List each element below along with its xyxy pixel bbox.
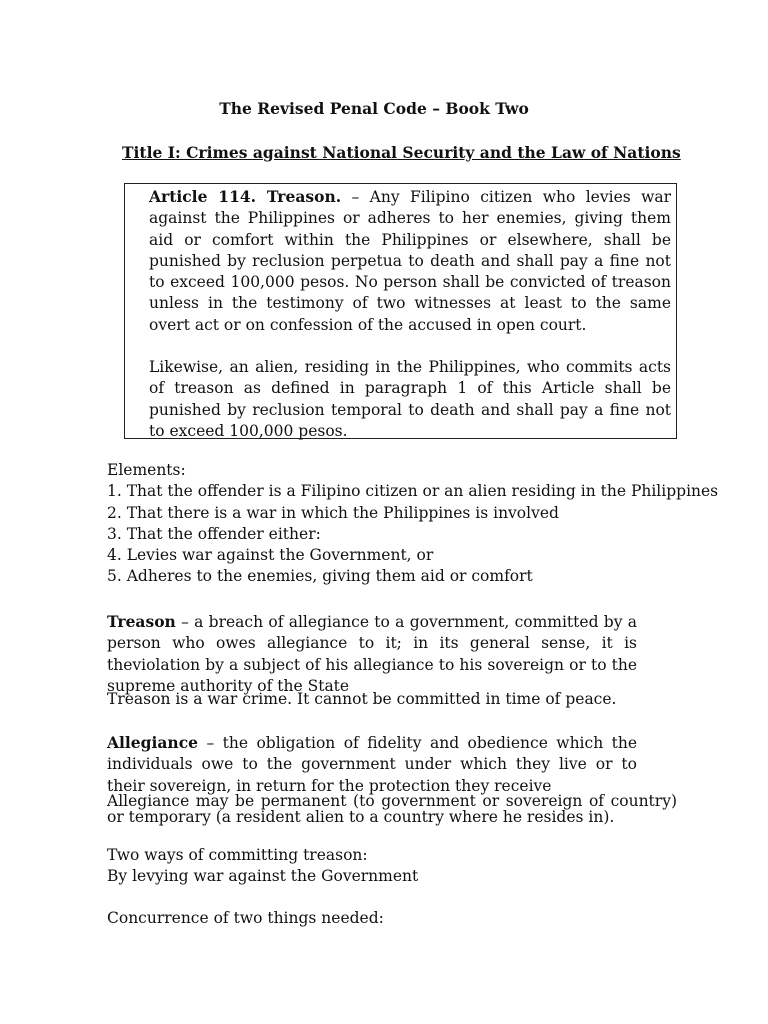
allegiance-term: Allegiance <box>107 733 199 752</box>
two-ways-heading: Two ways of committing treason: <box>107 846 368 864</box>
elements-heading: Elements: <box>107 461 186 479</box>
article-text <box>149 186 671 442</box>
two-ways-section <box>107 845 637 888</box>
treason-definition <box>107 611 637 697</box>
treason-definition-body: – a breach of allegiance to a government, committed by a person who owes allegiance to it; in its general sense, it is theviolation by a subject of his allegiance to his sovereign or to the supreme authority of the State <box>107 613 637 695</box>
list-item: 2. That there is a war in which the Philippines is involved <box>107 503 559 522</box>
allegiance-definition-body: – the obligation of fidelity and obedience which the individuals owe to the government under which they live or to their sovereign, in return for the protection they receive <box>107 734 637 795</box>
list-item: 3. That the offender either: <box>107 524 321 543</box>
article-paragraph-1-text: – Any Filipino citizen who levies war against the Philippines or adheres to her enemies, giving them aid or comfort within the Philippines or elsewhere, shall be punished by reclusion perpetua to death and shall pay a fine not to exceed 100,000 pesos. No person shall be convicted of treason unless in the testimony of two witnesses at least to the same overt act or on confession of the accused in open court. <box>149 188 672 334</box>
list-item: By levying war against the Government <box>107 867 419 886</box>
document-title: The Revised Penal Code – Book Two <box>219 99 529 118</box>
section-title: Title I: Crimes against National Security and the Law of Nations <box>122 143 681 162</box>
concurrence-heading: Concurrence of two things needed: <box>107 909 384 927</box>
treason-note: Treason is a war crime. It cannot be committed in time of peace. <box>107 690 617 708</box>
list-item: 5. Adheres to the enemies, giving them aid or comfort <box>107 567 533 586</box>
allegiance-definition <box>107 732 637 797</box>
treason-definition-text <box>107 611 637 697</box>
article-114-box <box>124 183 677 439</box>
article-heading: Article 114. Treason. <box>149 187 342 206</box>
allegiance-note: Allegiance may be permanent (to government or sovereign of country) or temporary (a resident alien to a country where he resides in). <box>107 792 677 826</box>
treason-term: Treason <box>107 612 176 631</box>
article-paragraph-2: Likewise, an alien, residing in the Philippines, who commits acts of treason as defined in paragraph 1 of this Article shall be punished by reclusion temporal to death and shall pay a fine not to exceed 100,000 pesos. <box>149 358 671 440</box>
elements-list <box>107 460 719 588</box>
article-paragraph-1 <box>149 186 671 336</box>
list-item: 4. Levies war against the Government, or <box>107 546 434 565</box>
list-item: 1. That the offender is a Filipino citizen or an alien residing in the Philippines <box>107 482 719 501</box>
allegiance-definition-text <box>107 732 637 797</box>
